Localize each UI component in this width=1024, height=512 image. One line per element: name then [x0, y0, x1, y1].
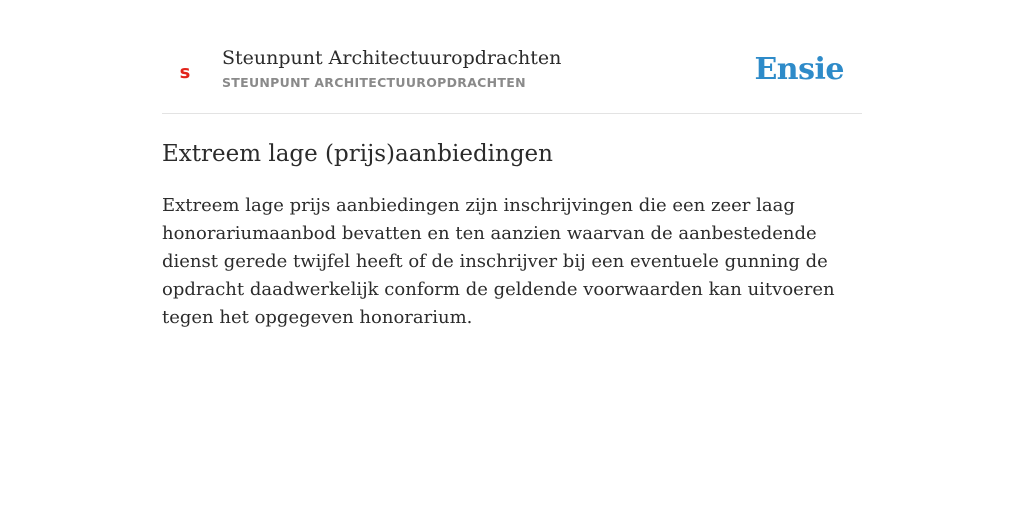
term-title: Extreem lage (prijs)aanbiedingen — [162, 141, 553, 167]
definition-text: Extreem lage prijs aanbiedingen zijn inschrijvingen die een zeer laag honorariumaanbod bevatten en ten aanzien waarvan de aanbestedende dienst gerede twijfel heeft of de inschrijver bij een eventuele gunning de opdracht daadwerkelijk conform de geldende voorwaarden kan uitvoeren tegen het opgegeven honorarium. — [162, 195, 835, 328]
organization-info — [222, 46, 561, 92]
ensie-logo[interactable]: Ensie — [754, 52, 844, 87]
definition-card — [162, 40, 862, 332]
logo-letter: s — [179, 61, 191, 83]
organization-name[interactable]: Steunpunt Architectuuropdrachten — [222, 47, 562, 69]
card-header — [162, 40, 862, 114]
organization-subtitle: STEUNPUNT ARCHITECTUUROPDRACHTEN — [222, 75, 526, 90]
organization-logo[interactable] — [162, 52, 208, 92]
